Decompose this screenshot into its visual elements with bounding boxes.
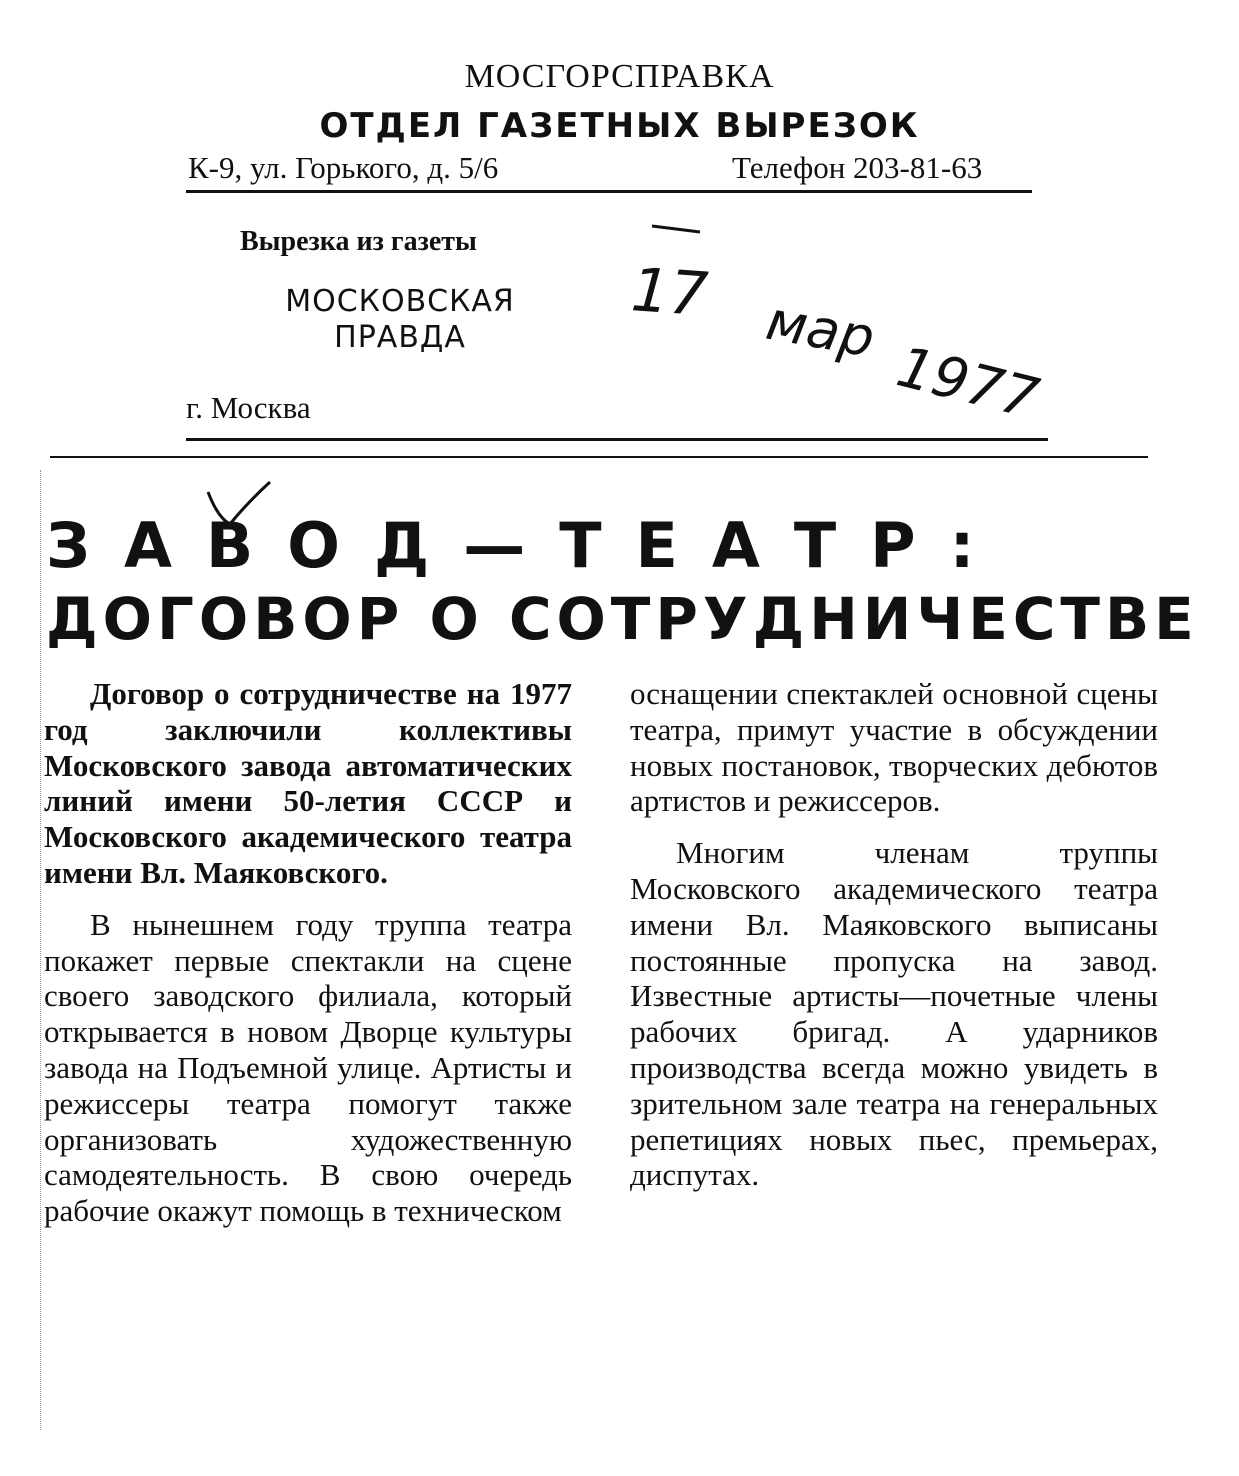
stamp-year: 1977 bbox=[890, 334, 1045, 433]
clipping-city: г. Москва bbox=[186, 390, 311, 425]
agency-phone: Телефон 203-81-63 bbox=[732, 150, 983, 185]
article-top-rule bbox=[50, 456, 1148, 458]
article-column-left bbox=[44, 676, 572, 1229]
clipping-label: Вырезка из газеты bbox=[240, 226, 477, 257]
margin-dots bbox=[40, 470, 43, 1430]
stamp-month: мар bbox=[761, 288, 880, 370]
newspaper-name bbox=[230, 284, 570, 356]
article-body-right-1: оснащении спектаклей основной сцены театра, примут участие в обсуждении новых постановок, творческих дебютов артистов и режиссеров. bbox=[630, 676, 1158, 819]
article-headline bbox=[46, 508, 1199, 654]
article-column-right bbox=[630, 676, 1158, 1193]
article-body-left: В нынешнем году труппа театра покажет первые спектакли на сцене своего заводского филиала, который открывается в новом Дворце культуры завода на Подъемной улице. Артисты и режиссеры театра помогут также организовать художественную самодеятельность. В свою очередь рабочие окажут помощь в техническом bbox=[44, 906, 572, 1229]
clipping-rule bbox=[186, 438, 1048, 441]
newspaper-name-line1: МОСКОВСКАЯ bbox=[285, 284, 515, 319]
newspaper-name-line2: ПРАВДА bbox=[334, 320, 466, 355]
department-name: ОТДЕЛ ГАЗЕТНЫХ ВЫРЕЗОК bbox=[319, 106, 920, 146]
agency-name: МОСГОРСПРАВКА bbox=[464, 58, 775, 95]
article-lead: Договор о сотрудничестве на 1977 год заключили коллективы Московского завода автоматических линий имени 50-летия СССР и Московского академического театра имени Вл. Маяковского. bbox=[44, 676, 572, 890]
header-rule bbox=[186, 190, 1032, 193]
headline-line1: ЗАВОД—ТЕАТР: bbox=[46, 509, 1009, 582]
stamp-day: 17 bbox=[628, 255, 711, 331]
headline-line2: ДОГОВОР О СОТРУДНИЧЕСТВЕ bbox=[46, 585, 1199, 653]
article-body-right-2: Многим членам труппы Московского академического театра имени Вл. Маяковского выписаны постоянные пропуска на завод. Известные артисты—почетные члены рабочих бригад. А ударников производства всегда можно увидеть в зрительном зале театра на генеральных репетициях новых пьес, премьерах, диспутах. bbox=[630, 835, 1158, 1193]
date-stamp bbox=[624, 246, 1045, 433]
agency-address: К-9, ул. Горького, д. 5/6 bbox=[188, 150, 499, 185]
